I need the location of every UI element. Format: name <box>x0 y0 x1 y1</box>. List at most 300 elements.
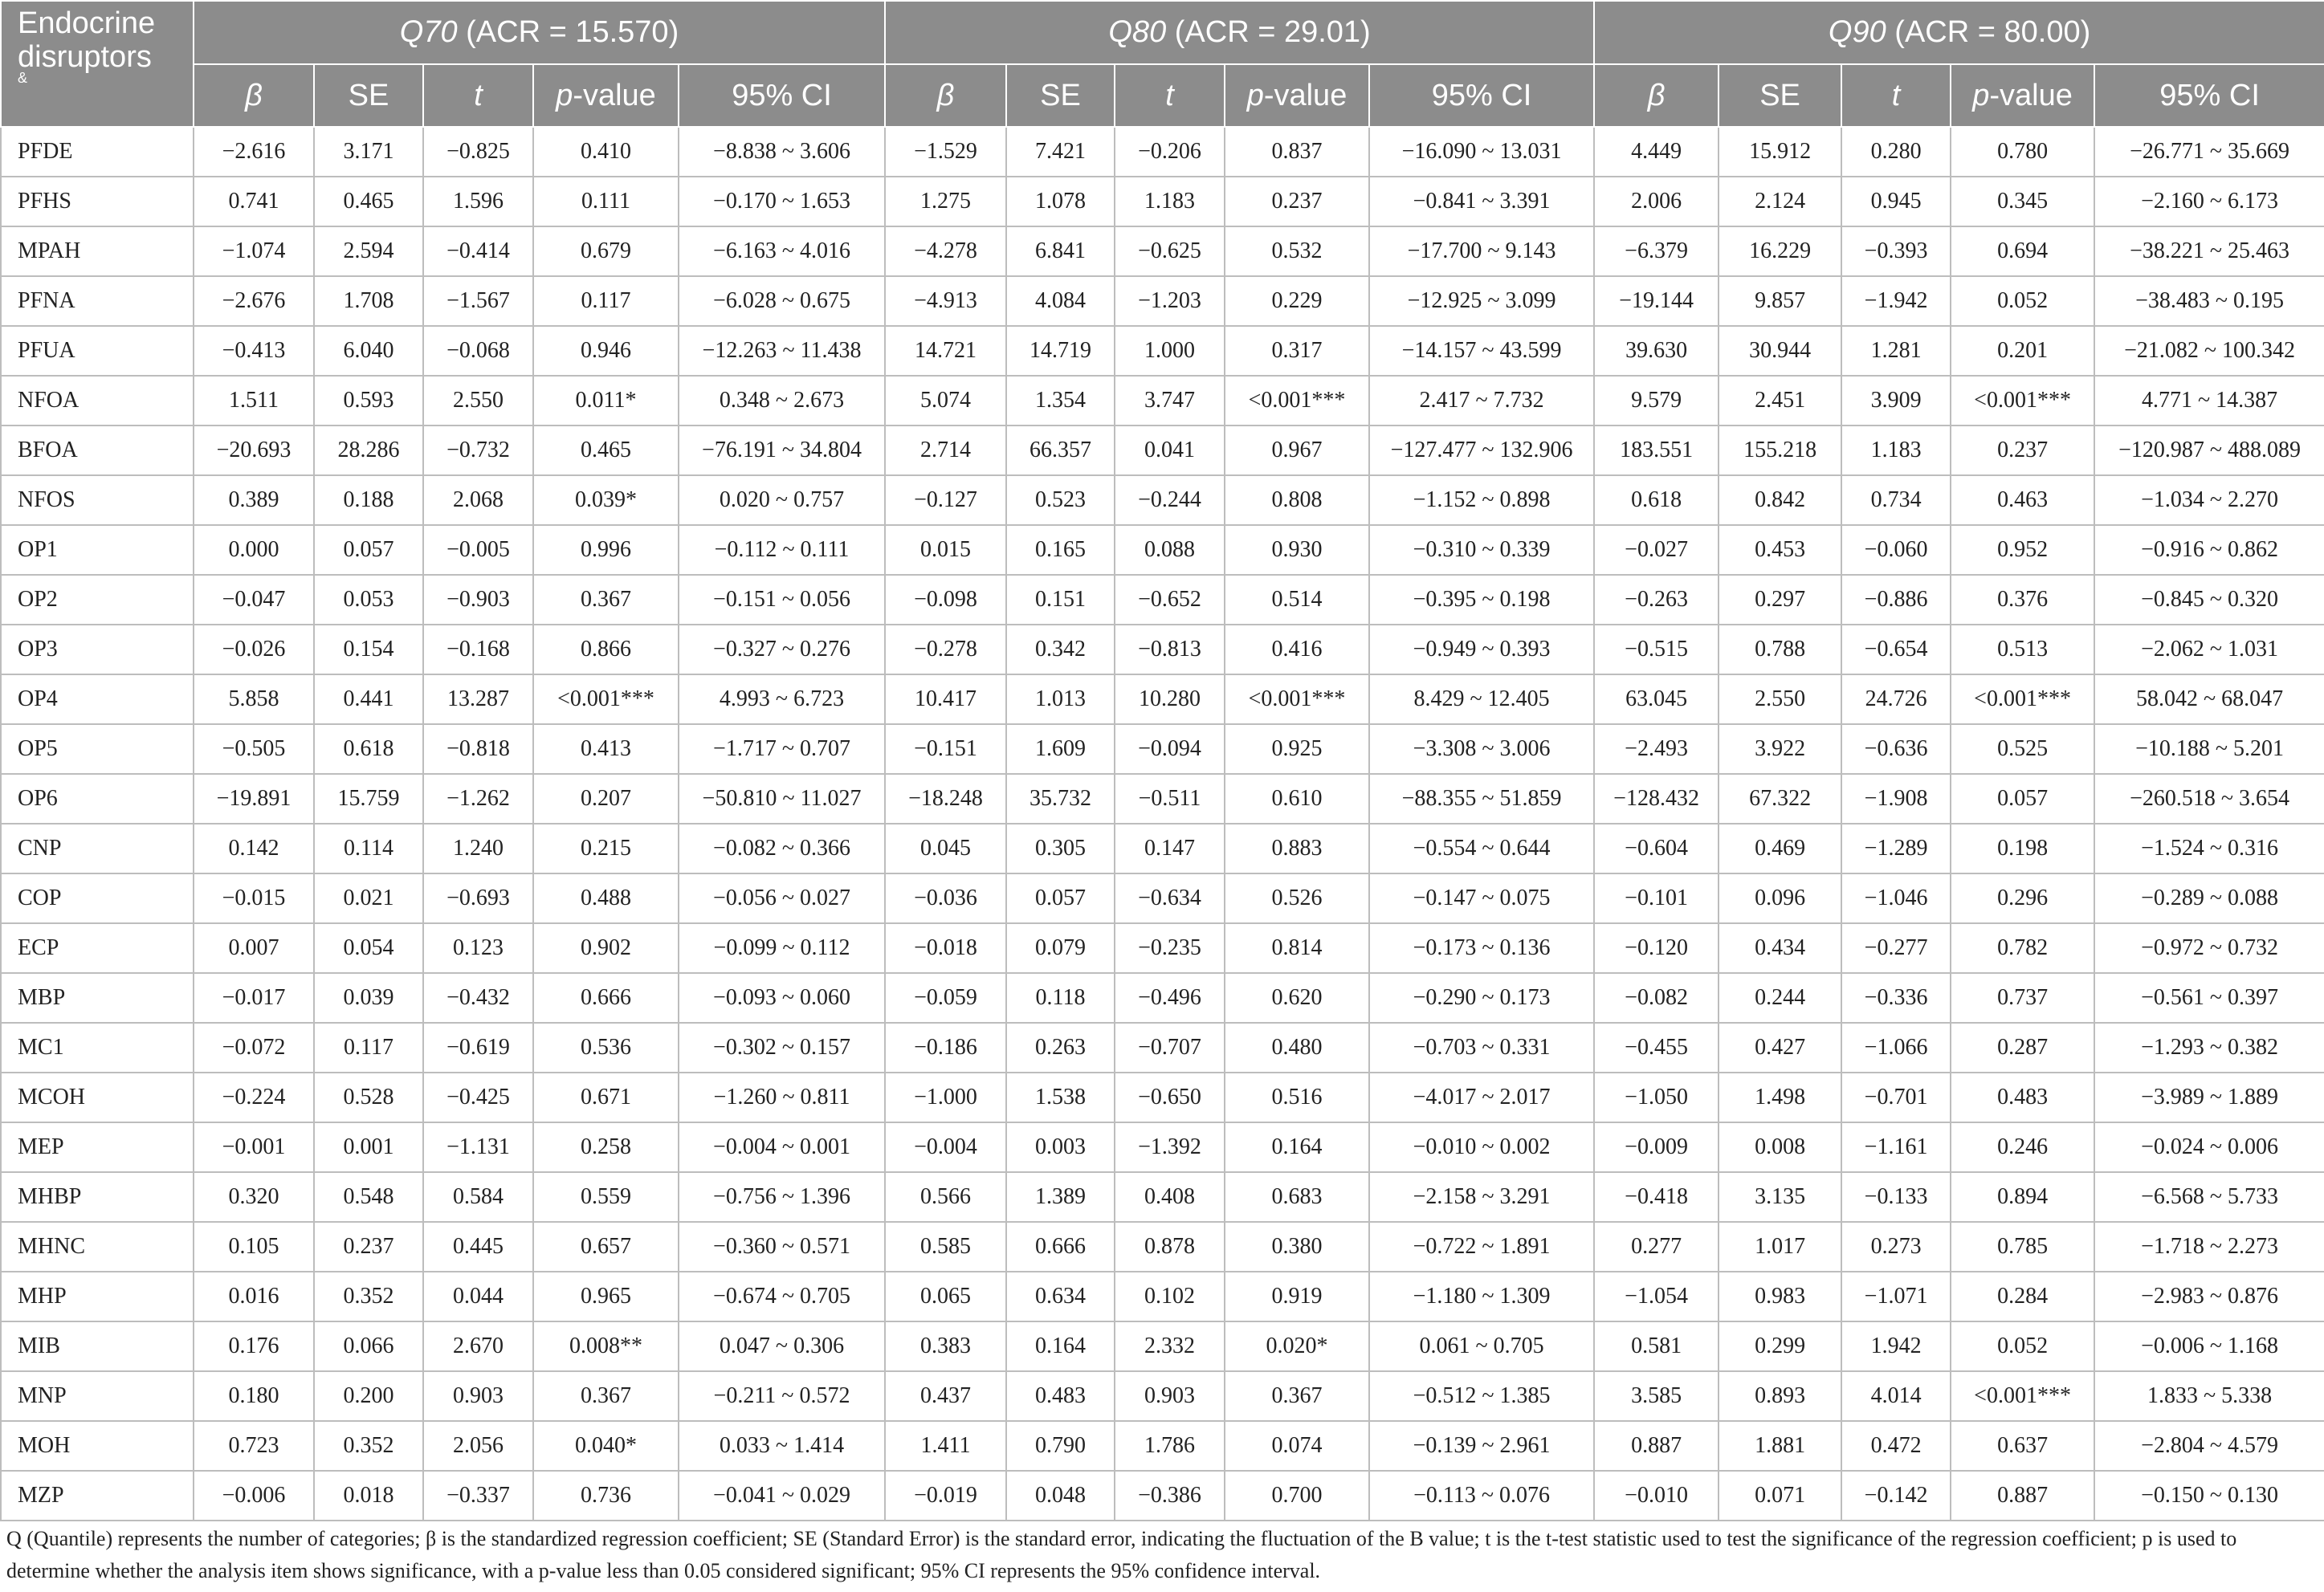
table-cell: −0.018 <box>885 923 1006 973</box>
table-cell: 35.732 <box>1006 774 1115 824</box>
table-cell: 0.021 <box>314 873 423 923</box>
table-cell: 0.003 <box>1006 1122 1115 1172</box>
table-cell: 0.427 <box>1719 1023 1841 1073</box>
col-header-beta <box>1594 64 1719 127</box>
table-cell: 0.894 <box>1951 1172 2094 1222</box>
table-cell: −0.625 <box>1115 226 1225 276</box>
col-header-ci <box>1369 64 1594 127</box>
table-cell: 0.367 <box>533 1371 679 1421</box>
header-row-groups <box>1 1 2324 64</box>
table-row <box>1 1471 2324 1521</box>
table-cell: −1.289 <box>1841 824 1951 873</box>
table-cell: 0.666 <box>533 973 679 1023</box>
table-cell: 0.352 <box>314 1272 423 1321</box>
table-cell: 0.237 <box>1225 177 1369 226</box>
table-cell: 0.201 <box>1951 326 2094 376</box>
table-cell: 0.188 <box>314 475 423 525</box>
table-row <box>1 425 2324 475</box>
table-cell: 2.124 <box>1719 177 1841 226</box>
table-cell: 0.180 <box>194 1371 314 1421</box>
table-cell: 0.584 <box>423 1172 533 1222</box>
table-cell: −0.512 ~ 1.385 <box>1369 1371 1594 1421</box>
table-cell: 0.657 <box>533 1222 679 1272</box>
table-cell: 0.215 <box>533 824 679 873</box>
table-cell: 0.273 <box>1841 1222 1951 1272</box>
table-cell: −1.152 ~ 0.898 <box>1369 475 1594 525</box>
table-cell: 1.281 <box>1841 326 1951 376</box>
table-cell: 0.780 <box>1951 127 2094 177</box>
table-cell: 3.135 <box>1719 1172 1841 1222</box>
table-cell: 0.237 <box>314 1222 423 1272</box>
table-row <box>1 575 2324 625</box>
table-cell: 0.296 <box>1951 873 2094 923</box>
table-cell: 0.618 <box>1594 475 1719 525</box>
table-cell: 67.322 <box>1719 774 1841 824</box>
table-cell: 0.079 <box>1006 923 1115 973</box>
table-cell: 0.165 <box>1006 525 1115 575</box>
table-cell: 39.630 <box>1594 326 1719 376</box>
row-label: OP1 <box>1 525 194 575</box>
table-cell: −0.235 <box>1115 923 1225 973</box>
table-row <box>1 226 2324 276</box>
table-cell: −0.139 ~ 2.961 <box>1369 1421 1594 1471</box>
table-cell: 0.117 <box>314 1023 423 1073</box>
table-cell: 1.833 ~ 5.338 <box>2094 1371 2324 1421</box>
table-cell: −4.278 <box>885 226 1006 276</box>
row-label: MCOH <box>1 1073 194 1122</box>
table-cell: 0.147 <box>1115 824 1225 873</box>
table-cell: −128.432 <box>1594 774 1719 824</box>
stub-header <box>1 1 194 127</box>
row-label: MHP <box>1 1272 194 1321</box>
table-cell: 30.944 <box>1719 326 1841 376</box>
row-label: NFOS <box>1 475 194 525</box>
table-cell: −18.248 <box>885 774 1006 824</box>
table-cell: 0.842 <box>1719 475 1841 525</box>
table-cell: 0.016 <box>194 1272 314 1321</box>
table-cell: 1.275 <box>885 177 1006 226</box>
col-label: 95% CI <box>2159 78 2260 112</box>
col-label: t <box>1165 78 1174 112</box>
table-cell: 3.171 <box>314 127 423 177</box>
row-label: OP4 <box>1 674 194 724</box>
table-cell: 0.348 ~ 2.673 <box>679 376 885 425</box>
table-cell: −0.186 <box>885 1023 1006 1073</box>
table-cell: −0.393 <box>1841 226 1951 276</box>
table-cell: −76.191 ~ 34.804 <box>679 425 885 475</box>
table-cell: 0.054 <box>314 923 423 973</box>
table-cell: −0.017 <box>194 973 314 1023</box>
table-cell: 1.183 <box>1841 425 1951 475</box>
col-header-ci <box>2094 64 2324 127</box>
table-cell: 0.008** <box>533 1321 679 1371</box>
table-cell: 0.480 <box>1225 1023 1369 1073</box>
row-label: NFOA <box>1 376 194 425</box>
table-cell: −1.034 ~ 2.270 <box>2094 475 2324 525</box>
table-cell: 0.045 <box>885 824 1006 873</box>
table-cell: 0.020 ~ 0.757 <box>679 475 885 525</box>
table-row <box>1 1222 2324 1272</box>
table-cell: −0.693 <box>423 873 533 923</box>
table-cell: 0.983 <box>1719 1272 1841 1321</box>
table-cell: −0.168 <box>423 625 533 674</box>
table-cell: −20.693 <box>194 425 314 475</box>
table-cell: 0.061 ~ 0.705 <box>1369 1321 1594 1371</box>
table-cell: 0.207 <box>533 774 679 824</box>
table-cell: 0.610 <box>1225 774 1369 824</box>
table-cell: 0.967 <box>1225 425 1369 475</box>
table-cell: 0.096 <box>1719 873 1841 923</box>
table-cell: −26.771 ~ 35.669 <box>2094 127 2324 177</box>
table-cell: 1.389 <box>1006 1172 1115 1222</box>
table-cell: −0.845 ~ 0.320 <box>2094 575 2324 625</box>
table-cell: 4.449 <box>1594 127 1719 177</box>
table-cell: −0.093 ~ 0.060 <box>679 973 885 1023</box>
table-row <box>1 525 2324 575</box>
table-cell: −0.142 <box>1841 1471 1951 1521</box>
table-cell: −1.046 <box>1841 873 1951 923</box>
table-cell: 10.417 <box>885 674 1006 724</box>
row-label: OP2 <box>1 575 194 625</box>
table-cell: 0.320 <box>194 1172 314 1222</box>
table-cell: 0.280 <box>1841 127 1951 177</box>
table-cell: −0.006 <box>194 1471 314 1521</box>
table-cell: 0.020* <box>1225 1321 1369 1371</box>
table-cell: −0.059 <box>885 973 1006 1023</box>
table-cell: 2.451 <box>1719 376 1841 425</box>
table-cell: −0.094 <box>1115 724 1225 774</box>
table-cell: 0.837 <box>1225 127 1369 177</box>
table-row <box>1 1122 2324 1172</box>
col-header-t <box>1841 64 1951 127</box>
table-cell: 1.000 <box>1115 326 1225 376</box>
table-cell: 58.042 ~ 68.047 <box>2094 674 2324 724</box>
table-cell: 0.790 <box>1006 1421 1115 1471</box>
table-cell: −1.567 <box>423 276 533 326</box>
row-label: BFOA <box>1 425 194 475</box>
table-row <box>1 1371 2324 1421</box>
table-cell: 5.074 <box>885 376 1006 425</box>
table-cell: −0.060 <box>1841 525 1951 575</box>
table-cell: −38.483 ~ 0.195 <box>2094 276 2324 326</box>
table-cell: −2.062 ~ 1.031 <box>2094 625 2324 674</box>
table-cell: −1.066 <box>1841 1023 1951 1073</box>
table-cell: −1.293 ~ 0.382 <box>2094 1023 2324 1073</box>
table-cell: 0.105 <box>194 1222 314 1272</box>
table-row <box>1 1421 2324 1471</box>
table-cell: <0.001*** <box>533 674 679 724</box>
col-header-t <box>1115 64 1225 127</box>
table-cell: 0.952 <box>1951 525 2094 575</box>
table-cell: −0.818 <box>423 724 533 774</box>
table-cell: 28.286 <box>314 425 423 475</box>
table-cell: −0.151 <box>885 724 1006 774</box>
table-cell: 0.465 <box>533 425 679 475</box>
table-cell: −1.718 ~ 2.273 <box>2094 1222 2324 1272</box>
table-cell: 1.183 <box>1115 177 1225 226</box>
table-cell: −0.455 <box>1594 1023 1719 1073</box>
table-cell: 0.416 <box>1225 625 1369 674</box>
table-cell: 0.585 <box>885 1222 1006 1272</box>
table-cell: −0.652 <box>1115 575 1225 625</box>
table-cell: −1.071 <box>1841 1272 1951 1321</box>
table-cell: −0.112 ~ 0.111 <box>679 525 885 575</box>
table-cell: 0.637 <box>1951 1421 2094 1471</box>
table-cell: −19.144 <box>1594 276 1719 326</box>
table-cell: 0.052 <box>1951 276 2094 326</box>
table-cell: 0.123 <box>423 923 533 973</box>
table-cell: 0.299 <box>1719 1321 1841 1371</box>
col-label: p <box>1972 78 1990 112</box>
group-acr-label: (ACR = 29.01) <box>1166 15 1371 49</box>
table-cell: −0.425 <box>423 1073 533 1122</box>
table-cell: −0.009 <box>1594 1122 1719 1172</box>
table-cell: 0.737 <box>1951 973 2094 1023</box>
table-cell: −0.554 ~ 0.644 <box>1369 824 1594 873</box>
table-cell: 0.198 <box>1951 824 2094 873</box>
table-cell: 0.465 <box>314 177 423 226</box>
table-cell: −0.101 <box>1594 873 1719 923</box>
table-cell: 0.634 <box>1006 1272 1115 1321</box>
table-cell: 0.694 <box>1951 226 2094 276</box>
header-row-columns <box>1 64 2324 127</box>
table-cell: −2.804 ~ 4.579 <box>2094 1421 2324 1471</box>
table-cell: −0.916 ~ 0.862 <box>2094 525 2324 575</box>
table-cell: 4.993 ~ 6.723 <box>679 674 885 724</box>
col-header-beta <box>885 64 1006 127</box>
col-label-suffix: -value <box>573 78 656 112</box>
table-cell: −0.010 ~ 0.002 <box>1369 1122 1594 1172</box>
table-row <box>1 276 2324 326</box>
table-cell: −2.493 <box>1594 724 1719 774</box>
table-cell: −2.676 <box>194 276 314 326</box>
table-cell: −0.001 <box>194 1122 314 1172</box>
stub-label: Endocrine disruptors <box>18 6 156 74</box>
table-cell: 0.039* <box>533 475 679 525</box>
table-cell: 0.015 <box>885 525 1006 575</box>
table-cell: 0.996 <box>533 525 679 575</box>
row-label: MOH <box>1 1421 194 1471</box>
table-cell: −0.068 <box>423 326 533 376</box>
table-cell: 0.102 <box>1115 1272 1225 1321</box>
table-row <box>1 923 2324 973</box>
table-row <box>1 774 2324 824</box>
table-cell: −19.891 <box>194 774 314 824</box>
col-header-p-value <box>1951 64 2094 127</box>
table-cell: 1.881 <box>1719 1421 1841 1471</box>
table-cell: −1.131 <box>423 1122 533 1172</box>
table-cell: 2.670 <box>423 1321 533 1371</box>
table-cell: 0.925 <box>1225 724 1369 774</box>
table-cell: 0.814 <box>1225 923 1369 973</box>
table-cell: −120.987 ~ 488.089 <box>2094 425 2324 475</box>
table-cell: 0.383 <box>885 1321 1006 1371</box>
table-cell: 0.528 <box>314 1073 423 1122</box>
table-cell: −1.908 <box>1841 774 1951 824</box>
table-cell: 0.902 <box>533 923 679 973</box>
table-cell: −2.160 ~ 6.173 <box>2094 177 2324 226</box>
table-cell: −14.157 ~ 43.599 <box>1369 326 1594 376</box>
table-row <box>1 1321 2324 1371</box>
table-cell: 0.734 <box>1841 475 1951 525</box>
table-row <box>1 475 2324 525</box>
group-q-label: Q80 <box>1108 15 1167 49</box>
table-cell: 0.342 <box>1006 625 1115 674</box>
table-cell: 0.048 <box>1006 1471 1115 1521</box>
table-cell: −8.838 ~ 3.606 <box>679 127 885 177</box>
table-cell: −0.302 ~ 0.157 <box>679 1023 885 1073</box>
table-cell: <0.001*** <box>1951 376 2094 425</box>
table-cell: −0.722 ~ 1.891 <box>1369 1222 1594 1272</box>
col-header-se <box>1006 64 1115 127</box>
table-cell: −0.027 <box>1594 525 1719 575</box>
table-cell: 0.488 <box>533 873 679 923</box>
table-cell: −50.810 ~ 11.027 <box>679 774 885 824</box>
table-cell: 0.071 <box>1719 1471 1841 1521</box>
table-cell: 0.893 <box>1719 1371 1841 1421</box>
table-cell: 14.721 <box>885 326 1006 376</box>
table-cell: 0.367 <box>533 575 679 625</box>
table-cell: 10.280 <box>1115 674 1225 724</box>
table-cell: −0.289 ~ 0.088 <box>2094 873 2324 923</box>
table-cell: 0.410 <box>533 127 679 177</box>
table-cell: −12.925 ~ 3.099 <box>1369 276 1594 326</box>
table-cell: 0.903 <box>423 1371 533 1421</box>
table-cell: 0.007 <box>194 923 314 973</box>
table-cell: −0.327 ~ 0.276 <box>679 625 885 674</box>
table-cell: 0.445 <box>423 1222 533 1272</box>
table-cell: 4.014 <box>1841 1371 1951 1421</box>
table-cell: 7.421 <box>1006 127 1115 177</box>
table-cell: 0.258 <box>533 1122 679 1172</box>
table-cell: 1.017 <box>1719 1222 1841 1272</box>
table-cell: −1.000 <box>885 1073 1006 1122</box>
table-cell: −3.989 ~ 1.889 <box>2094 1073 2324 1122</box>
table-cell: −0.004 ~ 0.001 <box>679 1122 885 1172</box>
table-cell: −0.310 ~ 0.339 <box>1369 525 1594 575</box>
table-cell: 0.287 <box>1951 1023 2094 1073</box>
row-label: MPAH <box>1 226 194 276</box>
table-cell: 0.516 <box>1225 1073 1369 1122</box>
table-cell: −0.903 <box>423 575 533 625</box>
table-cell: −0.010 <box>1594 1471 1719 1521</box>
group-header-q80 <box>885 1 1594 64</box>
table-cell: −6.028 ~ 0.675 <box>679 276 885 326</box>
table-row <box>1 724 2324 774</box>
table-cell: −0.026 <box>194 625 314 674</box>
table-cell: 0.111 <box>533 177 679 226</box>
table-cell: 5.858 <box>194 674 314 724</box>
table-cell: −1.054 <box>1594 1272 1719 1321</box>
row-label: MZP <box>1 1471 194 1521</box>
table-cell: −6.163 ~ 4.016 <box>679 226 885 276</box>
table-cell: 1.538 <box>1006 1073 1115 1122</box>
table-cell: 0.317 <box>1225 326 1369 376</box>
table-cell: −0.414 <box>423 226 533 276</box>
row-label: PFNA <box>1 276 194 326</box>
table-cell: 63.045 <box>1594 674 1719 724</box>
table-cell: 9.579 <box>1594 376 1719 425</box>
table-cell: 0.154 <box>314 625 423 674</box>
table-cell: 2.332 <box>1115 1321 1225 1371</box>
table-cell: −0.004 <box>885 1122 1006 1172</box>
table-cell: 0.463 <box>1951 475 2094 525</box>
table-cell: 0.000 <box>194 525 314 575</box>
table-cell: −0.056 ~ 0.027 <box>679 873 885 923</box>
table-cell: −0.278 <box>885 625 1006 674</box>
table-cell: 0.074 <box>1225 1421 1369 1471</box>
table-cell: 0.483 <box>1951 1073 2094 1122</box>
col-label: SE <box>348 78 389 112</box>
table-cell: 15.912 <box>1719 127 1841 177</box>
table-cell: 0.057 <box>1951 774 2094 824</box>
table-cell: −127.477 ~ 132.906 <box>1369 425 1594 475</box>
table-cell: −1.180 ~ 1.309 <box>1369 1272 1594 1321</box>
table-cell: 0.532 <box>1225 226 1369 276</box>
table-cell: −0.113 ~ 0.076 <box>1369 1471 1594 1521</box>
table-cell: −0.120 <box>1594 923 1719 973</box>
table-cell: 0.413 <box>533 724 679 774</box>
table-cell: 4.771 ~ 14.387 <box>2094 376 2324 425</box>
table-row <box>1 625 2324 674</box>
table-cell: −12.263 ~ 11.438 <box>679 326 885 376</box>
table-cell: 0.434 <box>1719 923 1841 973</box>
table-cell: −1.529 <box>885 127 1006 177</box>
row-label: PFUA <box>1 326 194 376</box>
table-cell: −0.972 ~ 0.732 <box>2094 923 2324 973</box>
row-label: COP <box>1 873 194 923</box>
table-cell: 0.065 <box>885 1272 1006 1321</box>
table-cell: 0.117 <box>533 276 679 326</box>
table-cell: −0.674 ~ 0.705 <box>679 1272 885 1321</box>
row-label: PFDE <box>1 127 194 177</box>
row-label: CNP <box>1 824 194 873</box>
table-cell: −6.568 ~ 5.733 <box>2094 1172 2324 1222</box>
table-cell: −0.082 <box>1594 973 1719 1023</box>
col-label: t <box>474 78 483 112</box>
table-cell: 0.244 <box>1719 973 1841 1023</box>
col-label-suffix: -value <box>1263 78 1348 112</box>
table-cell: 0.297 <box>1719 575 1841 625</box>
table-cell: −0.756 ~ 1.396 <box>679 1172 885 1222</box>
table-cell: 0.018 <box>314 1471 423 1521</box>
table-cell: −0.173 ~ 0.136 <box>1369 923 1594 973</box>
table-cell: 0.118 <box>1006 973 1115 1023</box>
table-cell: 0.548 <box>314 1172 423 1222</box>
table-cell: −1.260 ~ 0.811 <box>679 1073 885 1122</box>
col-label: β <box>936 78 955 112</box>
table-cell: 0.052 <box>1951 1321 2094 1371</box>
table-row <box>1 973 2324 1023</box>
table-cell: 3.747 <box>1115 376 1225 425</box>
table-body <box>1 127 2324 1521</box>
table-row <box>1 177 2324 226</box>
table-cell: 0.277 <box>1594 1222 1719 1272</box>
table-cell: −0.386 <box>1115 1471 1225 1521</box>
table-cell: <0.001*** <box>1225 376 1369 425</box>
table-cell: 0.284 <box>1951 1272 2094 1321</box>
table-cell: −0.133 <box>1841 1172 1951 1222</box>
table-cell: 0.883 <box>1225 824 1369 873</box>
table-cell: 0.229 <box>1225 276 1369 326</box>
table-cell: 0.483 <box>1006 1371 1115 1421</box>
table-cell: 0.593 <box>314 376 423 425</box>
table-cell: −1.161 <box>1841 1122 1951 1172</box>
table-cell: <0.001*** <box>1951 1371 2094 1421</box>
table-row <box>1 1272 2324 1321</box>
table-row <box>1 873 2324 923</box>
col-header-t <box>423 64 533 127</box>
